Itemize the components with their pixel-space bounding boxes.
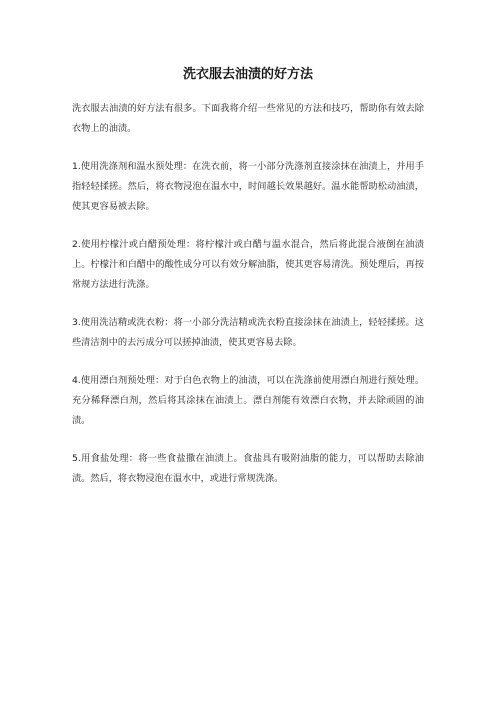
method-5-paragraph: 5.用食盐处理：将一些食盐撒在油渍上。食盐具有吸附油脂的能力，可以帮助去除油渍。然后，将衣物浸泡在温水中，或进行常规洗涤。 [72, 453, 424, 484]
intro-paragraph: 洗衣服去油渍的好方法有很多。下面我将介绍一些常见的方法和技巧，帮助你有效去除衣物上的油渍。 [72, 103, 424, 134]
method-1-paragraph: 1.使用洗涤剂和温水预处理：在洗衣前，将一小部分洗涤剂直接涂抹在油渍上，并用手指轻轻揉搓。然后，将衣物浸泡在温水中，时间越长效果越好。温水能帮助松动油渍，使其更容易被去除。 [72, 161, 424, 212]
method-4-paragraph: 4.使用漂白剂预处理：对于白色衣物上的油渍，可以在洗涤前使用漂白剂进行预处理。充分稀释漂白剂，然后将其涂抹在油渍上。漂白剂能有效漂白衣物，并去除顽固的油渍。 [72, 375, 424, 426]
document-title: 洗衣服去油渍的好方法 [182, 67, 313, 82]
method-2-paragraph: 2.使用柠檬汁或白醋预处理：将柠檬汁或白醋与温水混合，然后将此混合液倒在油渍上。柠檬汁和白醋中的酸性成分可以有效分解油脂，使其更容易清洗。预处理后，再按常规方法进行洗涤。 [72, 239, 424, 290]
method-3-paragraph: 3.使用洗洁精或洗衣粉：将一小部分洗洁精或洗衣粉直接涂抹在油渍上，轻轻揉搓。这些清洁剂中的去污成分可以搓掉油渍，使其更容易去除。 [72, 317, 424, 348]
